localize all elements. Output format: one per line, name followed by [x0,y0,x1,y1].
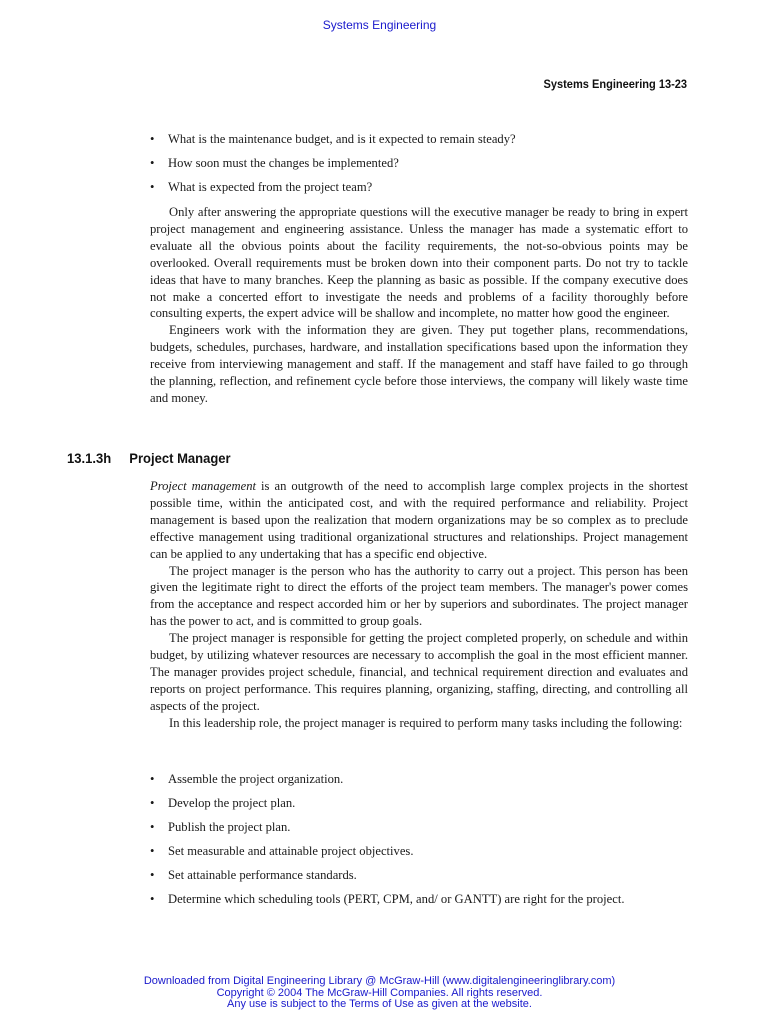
section-body [150,478,688,732]
footer-copyright[interactable]: Copyright © 2004 The McGraw-Hill Companies. All rights reserved. [216,986,543,999]
task-bullet-list [150,771,688,915]
paragraph: In this leadership role, the project manager is required to perform many tasks including the following: [169,715,683,730]
list-item: • What is the maintenance budget, and is it expected to remain steady? [150,131,688,155]
list-item: • Assemble the project organization. [150,771,688,795]
footer-terms-link[interactable]: Any use is subject to the Terms of Use as given at the website. [227,998,532,1010]
list-item: • Develop the project plan. [150,795,688,819]
lead-term: Project management [150,479,256,493]
footer [0,976,759,1011]
section-number: 13.1.3h [67,450,112,466]
list-item: • Set measurable and attainable project objectives. [150,843,688,867]
lead-text: is an outgrowth of the need to accomplish large complex projects in the shortest possible time, within the anticipated cost, and with the required performance and reliability. Project management is based upon the realization that modern organizations may be so complex as to preclude effective management using traditional organizational structures and relationships. Project management can be applied to any undertaking that has a specific end objective. [150,479,688,561]
list-item: • What is expected from the project team? [150,179,688,203]
list-item: • Determine which scheduling tools (PERT, CPM, and/ or GANTT) are right for the project. [150,891,688,915]
paragraph [150,478,688,563]
paragraph: The project manager is the person who has the authority to carry out a project. This person has been given the legitimate right to direct the efforts of the project team members. The manager's power comes from the acceptance and respect accorded him or her by superiors and subordinates. The project manager has the power to act, and is committed to group goals. [150,563,688,629]
paragraph: Engineers work with the information they are given. They put together plans, recommendations, budgets, schedules, purchases, hardware, and installation specifications based upon the information they receive from interviewing management and staff. If the management and staff have failed to go through the planning, reflection, and refinement cycle before those interviews, the company will likely waste time and money. [150,323,688,405]
top-link[interactable]: Systems Engineering [322,18,437,32]
running-head: Systems Engineering 13-23 [543,77,687,91]
intro-bullet-list [150,131,688,203]
list-item: • Publish the project plan. [150,819,688,843]
section-title: Project Manager [129,450,231,466]
section-heading [67,450,231,466]
footer-download-link[interactable]: Downloaded from Digital Engineering Library @ McGraw-Hill (www.digitalengineeringlibrary.com) [143,975,616,987]
paragraph: Only after answering the appropriate questions will the executive manager be ready to bring in expert project management and engineering assistance. Unless the manager has made a systematic effort to evaluate all the obvious points about the facility requirements, the not-so-obvious points may be overlooked. Overall requirements must be broken down into their component parts. Do not try to tackle ideas that have to many branches. Keep the planning as basic as possible. If the company executive does not make a concerted effort to investigate the needs and problems of a facility thoroughly before consulting experts, the expert advice will be shallow and incomplete, no matter how good the engineer. [150,205,688,321]
list-item: • How soon must the changes be implemented? [150,155,688,179]
list-item: • Set attainable performance standards. [150,867,688,891]
paragraph: The project manager is responsible for getting the project completed properly, on schedule and within budget, by utilizing whatever resources are necessary to accomplish the goal in the most efficient manner. The manager provides project schedule, financial, and technical requirement direction and evaluates and reports on project performance. This requires planning, organizing, staffing, directing, and controlling all aspects of the project. [150,631,688,713]
intro-text [150,204,688,407]
